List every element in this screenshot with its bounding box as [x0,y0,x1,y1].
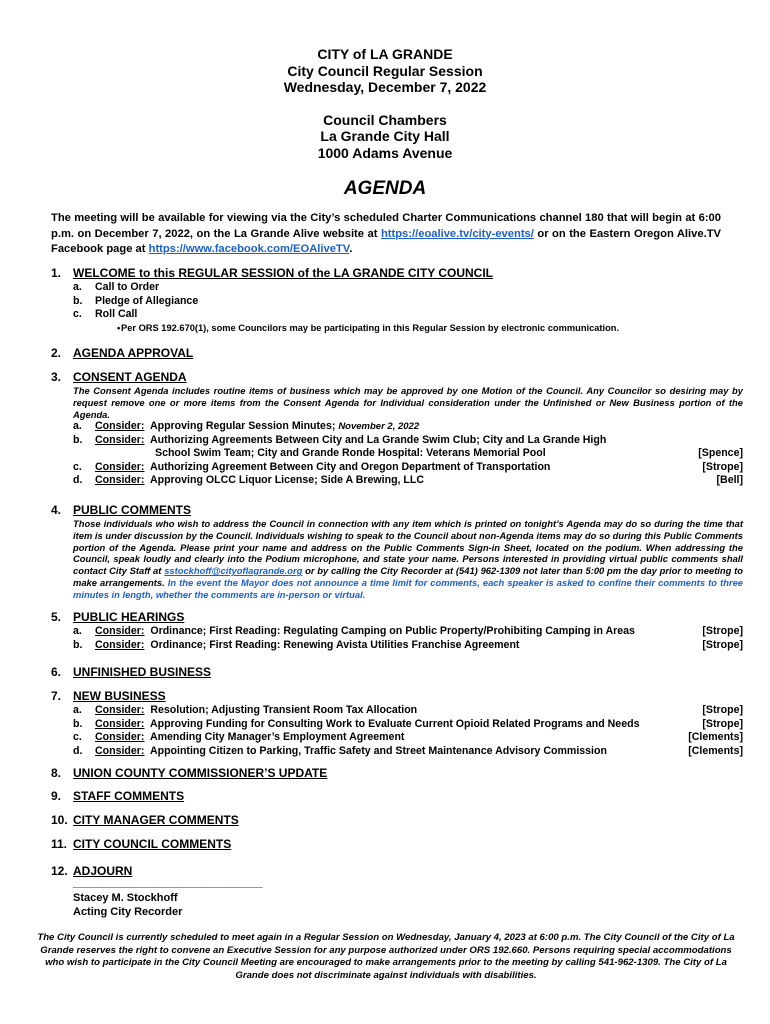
email-link[interactable]: sstockhoff@cityoflagrande.org [164,565,303,577]
public-comments-note: Those individuals who wish to address the Council in connection with any item which is printed on tonight’s Agenda may do so during the time that item is under discussion by the Council. Individuals wishing to speak to the Council about non-Agenda items may do so during this Public Comments portion of the Agenda. Please print your name and address on the Public Comments Sign-in Sheet, located on the podium. When addressing the Council, speak loudly and clearly into the Podium microphone, and state your name. Persons interested in providing virtual public comments shall contact City Staff at sstockhoff@cityoflagrande.org or by calling the City Recorder at (541) 962-1309 not later than 5:00 pm the day prior to meeting to make arrangements. In the event the Mayor does not announce a time limit for comments, each speaker is asked to confine their comments to three minutes in length, whether the comments are in-person or virtual. [73,518,744,600]
bullet-icon: • [117,322,121,333]
intro-paragraph: The meeting will be available for viewing via the City’s scheduled Charter Communications channel 180 that will begin at 6:00 p.m. on December 7, 2022, on the La Grande Alive website at https://eoalive.tv/city-events/ or on the Eastern Oregon Alive.TV Facebook page at https://www.facebook.com/EOAliveTV. [51,212,722,255]
section-new-business [51,689,743,758]
signer-title: Acting City Recorder [73,906,183,918]
new-business-item-b: b. Consider: Approving Funding for Consulting Work to Evaluate Current Opioid Related Programs and Needs [Strope] [73,717,743,730]
section-heading: 11. CITY COUNCIL COMMENTS [51,837,232,851]
signature-line: _______________________________ [73,877,263,889]
section-heading: 2. AGENDA APPROVAL [51,346,194,360]
section-commissioner-update [51,766,743,781]
consent-item-b: b. Consider: Authorizing Agreements Between City and La Grande Swim Club; City and La Grande High [73,433,607,446]
consent-item-c: c. Consider: Authorizing Agreement Between City and Oregon Department of Transportation [Strope] [73,460,743,473]
header-date: Wednesday, December 7, 2022 [283,79,487,95]
section-heading: 3. CONSENT AGENDA [51,370,187,384]
list-item: a. Call to Order [73,281,160,293]
section-heading: 7. NEW BUSINESS [51,689,166,703]
section-heading: 10. CITY MANAGER COMMENTS [51,813,239,827]
section-agenda-approval [51,346,743,361]
section-city-council-comments [51,837,743,852]
facebook-link[interactable]: https://www.facebook.com/EOAliveTV [148,243,350,255]
new-business-item-d: d. Consider: Appointing Citizen to Parking, Traffic Safety and Street Maintenance Advisory Commission [Clements] [73,744,743,757]
header-session: City Council Regular Session [287,62,483,79]
section-unfinished-business [51,665,743,680]
agenda-title: AGENDA [343,178,427,199]
section-welcome [51,266,743,335]
section-heading: 8. UNION COUNTY COMMISSIONER’S UPDATE [51,766,328,780]
list-item: c. Roll Call [73,308,138,320]
section-consent-agenda [51,370,743,488]
hearing-item-a: a. Consider: Ordinance; First Reading: Regulating Camping on Public Property/Prohibiting Camping in Areas [Strope] [73,625,743,637]
consent-item-d: d. Consider: Approving OLCC Liquor License; Side A Brewing, LLC [Bell] [73,474,743,487]
section-heading: 1. WELCOME to this REGULAR SESSION of the LA GRANDE CITY COUNCIL [51,266,493,280]
section-heading: 5. PUBLIC HEARINGS [51,610,185,624]
signature-block [73,876,263,920]
bullet-note: • Per ORS 192.670(1), some Councilors may be participating in this Regular Session by electronic communication. [117,322,620,333]
consent-item-a: a. Consider: Approving Regular Session Minutes; November 2, 2022 [73,420,420,433]
signer-name: Stacey M. Stockhoff [73,891,178,904]
section-staff-comments [51,789,743,804]
footer-note: The City Council is currently scheduled to meet again in a Regular Session on Wednesday, January 4, 2023 at 6:00 p.m. The City Council of the City of La Grande reserves the right to convene an Executive Session for any purpose authorized under ORS 192.660. Persons requiring special accommodations who wish to participate in the City Council Meeting are encouraged to make arrangements prior to the meeting by calling 541-962-1309. The City of La Grande does not discriminate against individuals with disabilities. [37,932,735,981]
document-header [0,46,770,161]
eoalive-link[interactable]: https://eoalive.tv/city-events/ [380,227,534,240]
section-heading: 9. STAFF COMMENTS [51,789,185,803]
section-heading: 12. ADJOURN [51,864,133,878]
list-item: b. Pledge of Allegiance [73,294,199,307]
hearing-item-b: b. Consider: Ordinance; First Reading: Renewing Avista Utilities Franchise Agreement [Strope] [73,638,743,651]
section-public-comments [51,503,743,601]
header-city: CITY of LA GRANDE [317,46,453,62]
consent-note: The Consent Agenda includes routine items of business which may be approved by one Motion of the Council. Any Councilor so desiring may by request remove one or more items from the Consent Agenda for Individual consideration under the Unfinished or New Business portion of the Agenda. [73,385,743,420]
section-public-hearings [51,610,743,652]
section-heading: 4. PUBLIC COMMENTS [51,503,191,517]
new-business-item-a: a. Consider: Resolution; Adjusting Transient Room Tax Allocation [Strope] [73,704,743,716]
header-building: La Grande City Hall [320,128,450,144]
section-city-manager-comments [51,813,743,828]
section-heading: 6. UNFINISHED BUSINESS [51,665,212,679]
header-address: 1000 Adams Avenue [317,144,453,161]
new-business-item-c: c. Consider: Amending City Manager’s Employment Agreement [Clements] [73,731,743,743]
header-location: Council Chambers [323,111,447,128]
consent-item-b-cont: School Swim Team; City and Grande Ronde Hospital: Veterans Memorial Pool [Spence] [155,447,743,460]
